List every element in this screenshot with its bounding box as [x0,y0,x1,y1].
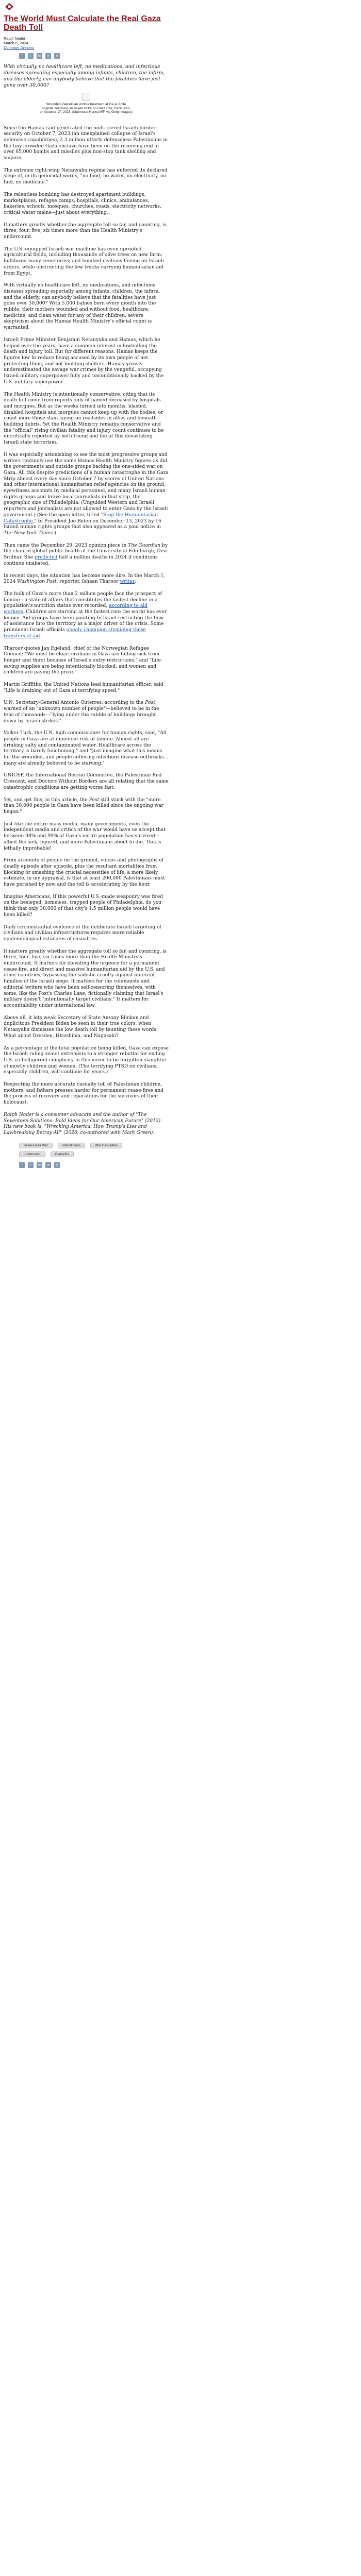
paragraph-11-text: In recent days, the situation has become more dire. In the March 1, 2024 [4,573,166,585]
paragraph-12-text: The bulk of Gaza's more than 2 million people face the prospect of famine—a state of affairs that constitutes the fastest decline in a population's nutrition status ever recorded, [4,591,162,609]
paragraph-18 [4,798,169,816]
washington-post-title: Washington Post [17,579,57,585]
paragraph-18-end: still stuck with the "more than 30,000 people in Gaza have been killed since the ongoing war began." [4,797,164,815]
writes-link[interactable]: writes [120,579,135,585]
author-bio: Ralph Nader is a consumer advocate and the author of "The Seventeen Solutions: Bold Ideas for Our American Future" (2012). His new book is, "Wrecking America: How Trump's Lies and Lawbreaking Betray All" (2020, co-authored with Mark Green). [4,1112,162,1136]
paragraph-12 [4,591,169,640]
tag-war-casualties[interactable]: War Casualties [90,1143,122,1148]
article-figure [4,93,169,114]
article [4,2,169,1173]
paragraph-26: Respecting the more accurate casualty toll of Palestinian children, mothers, and fathers presses harder for permanent cease-fires and the process of recovery and reparations for the survivors of their holocaust. [4,1082,164,1106]
aid-workers-link[interactable]: according to aid workers [4,603,147,615]
paragraph-5: The U.S.-equipped Israeli war machine has even uprooted agricultural fields, including thousands of olive trees on new farm; bulldozed many cemeteries; and bombed civilians fleeing on Israeli orders, while obstructing the few trucks carrying humanitarian aid from Egypt. [4,246,164,276]
twitter-share-icon[interactable]: t [28,1162,34,1168]
paragraph-2: The extreme right-wing Netanyahu regime has enforced its declared siege of, in its genocidal words, "no food, no water, no electricity, no fuel, no medicine." [4,167,168,185]
paragraph-6: With virtually no healthcare left, no medications, and infectious diseases spreading especially among infants, children, the infirm, and the elderly, can anybody believe that the fatalities have just gone over 30,000? With 5,000 babies born every month into the rubble, their mothers wounded and without food, healthcare, medicine, and clean water for any of their children, severe skepticism about the Hamas Health Ministry's official count is warranted. [4,283,160,331]
paragraph-21: Imagine Americans, If this powerful U.S.-made weaponry was fired on the besieged, homeless, trapped people of Philadelphia, do you think that only 30,000 of that city's 1.5 million people would have been killed? [4,894,163,918]
byline [4,36,169,50]
guardian-title: The Guardian [128,543,161,548]
paragraph-15-end: , warned of an "unknown number of people"—believed to be in the tens of thousands—"lying under the rubble of buildings brought down by Israeli strikes." [4,700,159,724]
paragraph-15-text: U.N. Secretary-General Antonio Guterres, according to the [4,700,145,706]
paragraph-18-text: Yet, and get this, in this article, the [4,797,89,803]
post-title-2: Post [89,797,100,803]
paragraph-11-text-2: , reporter, Ishaan Tharoor [56,579,120,585]
paragraph-11 [4,573,169,585]
linkedin-share-icon[interactable]: in [37,1162,42,1168]
linkedin-share-icon[interactable]: in [37,53,42,59]
paragraph-12-end: . [40,633,42,639]
paragraph-16: Volker Turk, the U.N. high commissioner for human rights, said, "All people in Gaza are at imminent risk of famine. Almost all are drinking salty and contaminated water. Healthcare across the territory is barely functioning," and "Just imagine what this means for the wounded, and people suffering infectious disease outbreaks… many are already believed to be starving." [4,731,169,766]
facebook-share-icon[interactable]: f [19,53,25,59]
paragraph-10 [4,543,169,567]
paragraph-10-text-2: by the chair of global public health at the University of Edinburgh, Devi Sridhar. She [4,543,168,561]
paragraph-25: As a percentage of the total population being killed, Gaza can expose the Israeli ruling zealot extremists to a stronger rebuttal for ending U.S. co-belligerent complicity in this never-to-be-forgotten slaughter of mostly children and women. (The terrifying PTSD on civilians, especially children, will continue for years.) [4,1045,169,1075]
tag-palestinians[interactable]: Palestinians [58,1143,85,1148]
common-dreams-logo-icon [4,2,15,11]
article-lede: With virtually no healthcare left, no medications, and infectious diseases spreading especially among infants, children, the infirm, and the elderly, can anybody believe that the fatalities have just gone over 30,000? [4,64,165,88]
paragraph-12-text-2: . Children are starving at the fastest rate the world has ever known. Aid groups have been pointing to Israel restricting the flow of assistance into the territory as a major driver of the crisis. Some prominent Israeli officials [4,609,167,633]
paragraph-23: It matters greatly whether the aggregate toll so far, and counting, is three, four, five, six times more than the Health Ministry's undercount. It matters for elevating the urgency for a permanent cease-fire, and direct and massive humanitarian aid by the U.S. and other countries, bypassing the sadistic cruelty against innocent families of the Israeli siege. It matters for the columnists and editorial writers who have been self-censoring themselves, with some, like the Post's Charles Lane, fictionally claiming that Israel's military doesn't "intentionally target civilians." It matters for accountability under international law. [4,948,167,1008]
tag-ceasefire[interactable]: Ceasefire [51,1151,74,1157]
paragraph-20: From accounts of people on the ground, videos and photographs of deadly episode after episode, plus the resultant mortalities from blocking or smashing the crucial necessities of life, a more likely estimate, in my appraisal, is that at least 200,000 Palestinians must have perished by now and the toll is accelerating by the hour. [4,858,165,888]
post-title: Post [145,700,155,706]
image-placeholder-icon [82,93,90,101]
paragraph-19: Just like the entire mass media, many governments, even the independent media and critics of the war would have us accept that between 98% and 99% of Gaza's entire population has survived—albeit the sick, injured, and more Palestinians about to die. This is lethally improbable! [4,821,166,851]
paragraph-9-text-2: ," to President Joe Biden on December 13, 2023 by 16 Israeli human rights groups that also appeared as a paid notice in [4,518,161,530]
paragraph-1: Since the Hamas raid penetrated the multi-tiered Israeli border security on October 7, 2023 (an unexplained collapse of Israel's defensive capabilities), 2.3 million utterly defenseless Palestinians in the tiny crowded Gaza enclave have been on the receiving end of over 65,000 bombs and missiles plus non-stop tank shelling and snipers. [4,125,168,161]
paragraph-8: The Health Ministry is intentionally conservative, citing that its death toll come from reports only of named deceased by hospitals and morgues. But as the weeks turned into months, blasted, disabled hospitals and morgues cannot keep up with the bodies, or count more those slain laying on roadsides in allies and beneath building debris. Yet the Health Ministry remains conservative and the "official" rising civilian fatality and injury count continues to be uncritically reported by both friend and foe of this devastating Israeli state terrorism. [4,392,164,446]
paragraph-7: Israeli Prime Minister Benjamin Netanyahu and Hamas, which he helped over the years, have a common interest in lowballing the death and injury toll. But for different reasons. Hamas keeps the figures low to reduce being accused by its own people of not protecting them, and not building shelters. Hamas grossly underestimated the savage war crimes by the vengeful, occupying Israeli military superpower fully and unconditionally backed by the U.S. military superpower. [4,337,164,385]
share-bar-top [19,53,169,59]
print-icon[interactable]: ⎙ [54,53,60,59]
paragraph-9 [4,452,169,537]
paragraph-14: Martin Griffiths, the United Nations lead humanitarian officer, said "Life is draining out of Gaza at terrifying speed." [4,682,163,693]
paragraph-17: UNICEF, the International Rescue Committee, the Palestinian Red Crescent, and Doctors Without Borders are all relating that the same catastrophic conditions are getting worse fast. [4,773,169,790]
author: Ralph Nader [4,36,26,41]
source-link[interactable]: Common Dreams [4,45,34,50]
print-icon[interactable]: ⎙ [54,1162,60,1168]
article-title[interactable]: The World Must Calculate the Real Gaza Death Toll [4,14,161,32]
paragraph-9-text: It was especially astonishing to see the most progressive groups and writers routinely use the same Hamas Health Ministry figures as did the governments and outside groups backing the one-sided war on Gaza. All this despite predictions of a human catastrophe in the Gaza Strip almost every day since October 7 by scores of United Nations and other international humanitarian relief agencies on the ground, eyewitness accounts by medical personnel, and many Israeli human rights groups and brave local journalists in that strip, the geographic size of Philadelphia. (Unguided Western and Israeli reporters and journalists are not allowed to enter Gaza by the Israeli government.) (See the open letter, titled " [4,452,169,518]
facebook-share-icon[interactable]: f [19,1162,25,1168]
paragraph-9-end: .) [53,530,56,536]
paragraph-22: Daily circumstantial evidence of the deliberate Israeli targeting of civilians and civilian infrastructures requires more reliable epidemiological estimates of casualties. [4,924,161,942]
paragraph-13: Tharoor quotes Jan Egeland, chief of the Norwegian Refugee Council: "We must be clear: civilians in Gaza are falling sick from hunger and thirst because of Israel's entry restrictions," and "Life-saving supplies are being intentionally blocked, and women and children are paying the price." [4,646,162,675]
paragraph-15 [4,700,169,724]
tag-list [19,1143,143,1157]
email-share-icon[interactable]: ✉ [45,1162,51,1168]
figure-caption: Wounded Palestinian victims treatment at the al-Shifa hospital, following an Israeli strike on Gaza City, Gaza Strip, on October 17, 2023. (Mahmoud Hams/AFP via Getty Images) [40,103,133,114]
paragraph-4: It matters greatly whether the aggregate toll so far, and counting, is three, four, five, six times more than the Health Ministry's undercount. [4,222,167,240]
share-bar-bottom [19,1162,169,1168]
tag-israel-gaza-war[interactable]: Israel-Gaza War [19,1143,53,1148]
stymieing-aid-link[interactable]: openly champion stymieing these transfers of aid [4,628,146,639]
paragraph-24: Above all, it lets weak Secretary of State Antony Blinken and duplicitous President Biden be seen in their true colors, when Netanyahu dismisses the low death toll by taunting these words: What about Dresden, Hiroshima, and Nagasaki? [4,1015,158,1039]
publish-date: March 6, 2024 [4,41,28,45]
email-share-icon[interactable]: ✉ [45,53,51,59]
nyt-title: The New York Times [4,530,53,536]
paragraph-11-end: : [135,579,137,585]
tag-undercount[interactable]: undercount [19,1151,45,1157]
paragraph-10-text: Then came the December 29, 2023 opinion piece in [4,543,128,548]
predicted-link[interactable]: predicted [35,555,58,561]
paragraph-3: The relentless bombing has destroyed apartment buildings, marketplaces, refugee camps, hospitals, clinics, ambulances, bakeries, schools, mosques, churches, roads, electricity networks, critical water mains—just about everything. [4,192,161,215]
paragraph-10-end: half a million deaths in 2024 if conditions continue unabated. [4,555,158,566]
twitter-share-icon[interactable]: t [28,53,34,59]
stop-humanitarian-catastrophe-link[interactable]: Stop the Humanitarian Catastrophe [4,512,158,524]
